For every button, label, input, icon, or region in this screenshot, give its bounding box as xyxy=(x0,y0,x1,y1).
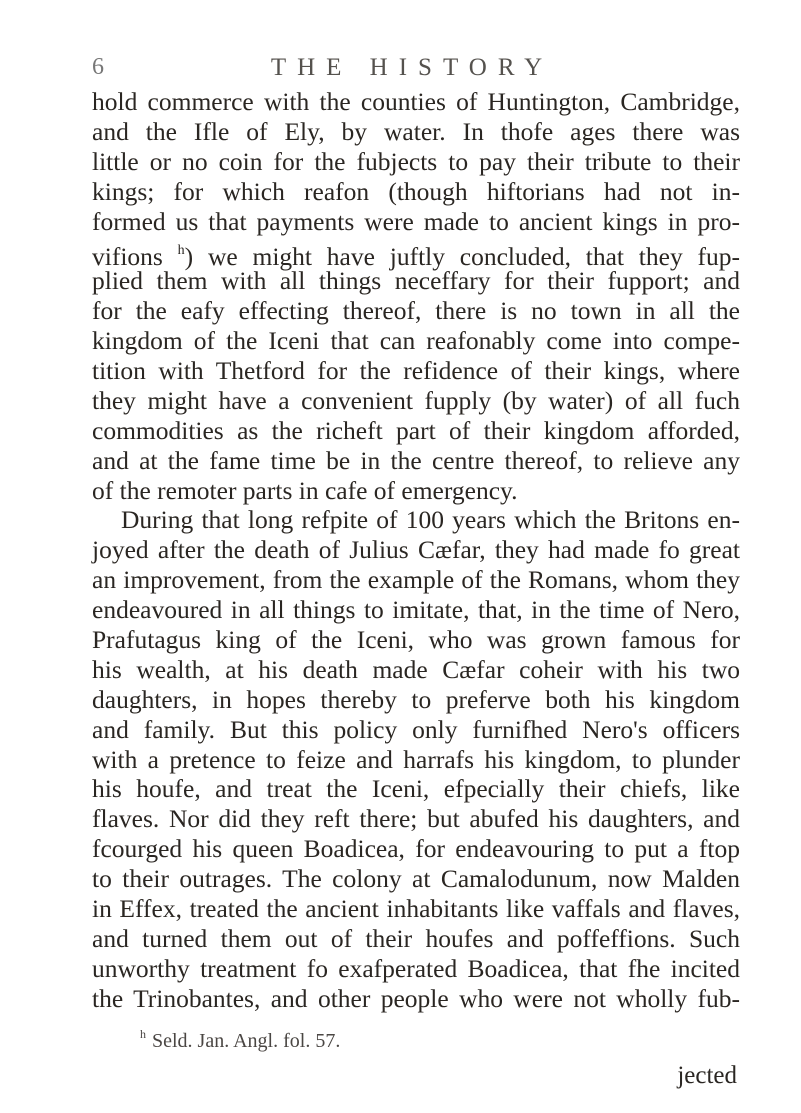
text-line: and the Ifle of Ely, by water. In thofe ages there was xyxy=(92,116,740,146)
text-line: and family. But this policy only furnifhed Nero's officers xyxy=(92,714,740,744)
text-line: formed us that payments were made to ancient kings in pro- xyxy=(92,206,740,236)
text-line: in Effex, treated the ancient inhabitants like vaffals and flaves, xyxy=(92,894,740,924)
page-header xyxy=(92,44,732,84)
footnote-reference: h xyxy=(177,243,185,259)
text-line: During that long refpite of 100 years which the Britons en- xyxy=(121,505,740,535)
text-line: plied them with all things neceffary for their fupport; and xyxy=(92,266,740,296)
text-line: little or no coin for the fubjects to pay their tribute to their xyxy=(92,146,740,176)
text-line: Prafutagus king of the Iceni, who was grown famous for xyxy=(92,625,740,655)
footnote xyxy=(140,1027,340,1053)
text-fragment: vifions xyxy=(92,242,163,272)
text-line: fcourged his queen Boadicea, for endeavouring to put a ftop xyxy=(92,834,740,864)
text-line: kingdom of the Iceni that can reafonably come into compe- xyxy=(92,326,740,356)
text-line: kings; for which reafon (though hiftorians had not in- xyxy=(92,176,740,206)
text-line: commodities as the richeft part of their kingdom afforded, xyxy=(92,415,740,445)
text-line: tition with Thetford for the refidence of their kings, where xyxy=(92,356,740,386)
page-number: 6 xyxy=(92,54,104,80)
text-line: daughters, in hopes thereby to preferve both his kingdom xyxy=(92,684,740,714)
text-line: joyed after the death of Julius Cæfar, they had made fo great xyxy=(92,535,740,565)
running-title: THE HISTORY xyxy=(270,54,554,81)
text-line: and at the fame time be in the centre thereof, to relieve any xyxy=(92,445,740,475)
footnote-marker: h xyxy=(140,1027,146,1041)
text-line: to their outrages. The colony at Camalodunum, now Malden xyxy=(92,864,740,894)
text-line: of the remoter parts in cafe of emergency. xyxy=(92,475,518,505)
text-line: unworthy treatment fo exafperated Boadicea, that fhe incited xyxy=(92,953,740,983)
text-line: for the eafy effecting thereof, there is no town in all the xyxy=(92,296,740,326)
text-line: and turned them out of their houfes and poffeffions. Such xyxy=(92,923,740,953)
text-line: they might have a convenient fupply (by water) of all fuch xyxy=(92,385,740,415)
text-line: his wealth, at his death made Cæfar coheir with his two xyxy=(92,654,740,684)
text-line: the Trinobantes, and other people who were not wholly fub- xyxy=(92,983,740,1013)
footnote-text: Seld. Jan. Angl. fol. 57. xyxy=(152,1030,341,1052)
text-fragment: we might have juftly concluded, that they fup- xyxy=(207,242,740,272)
text-line: with a pretence to feize and harrafs his kingdom, to plunder xyxy=(92,744,740,774)
body-text xyxy=(92,87,740,1014)
text-line: an improvement, from the example of the Romans, whom they xyxy=(92,565,740,595)
catchword: jected xyxy=(677,1062,737,1089)
text-line: flaves. Nor did they reft there; but abufed his daughters, and xyxy=(92,804,740,834)
text-line-with-note: vifions $^h$) we might have juftly concluded, that they fup- xyxy=(92,242,740,272)
text-line: hold commerce with the counties of Huntington, Cambridge, xyxy=(92,87,740,116)
text-line: his houfe, and treat the Iceni, efpecially their chiefs, like xyxy=(92,774,740,804)
text-line: endeavoured in all things to imitate, that, in the time of Nero, xyxy=(92,595,740,625)
